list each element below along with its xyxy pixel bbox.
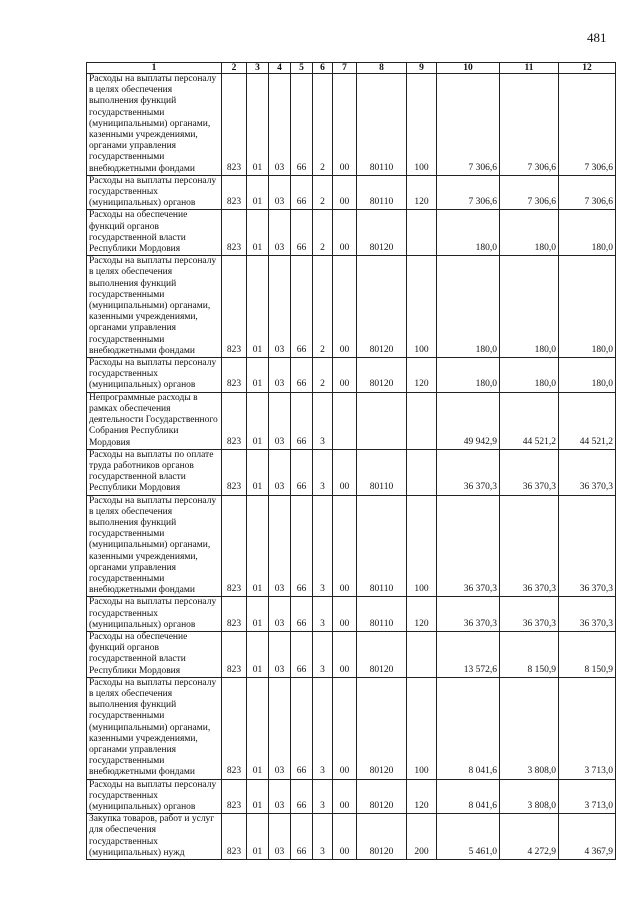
code-cell [333, 392, 357, 449]
table-row [87, 392, 616, 449]
code-cell: 823 [222, 175, 247, 210]
amount-cell: 8 150,9 [500, 631, 559, 677]
code-cell: 01 [247, 358, 269, 393]
amount-cell: 36 370,3 [500, 449, 559, 495]
amount-cell: 36 370,3 [437, 597, 500, 632]
amount-cell: 180,0 [437, 256, 500, 358]
code-cell: 01 [247, 677, 269, 779]
amount-cell: 44 521,2 [559, 392, 616, 449]
code-cell: 823 [222, 210, 247, 256]
code-cell: 80120 [357, 814, 407, 860]
row-description: Расходы на обеспечение функций органов государственной власти Республики Мордовия [87, 631, 222, 677]
code-cell: 2 [313, 175, 333, 210]
column-header: 5 [291, 63, 313, 74]
code-cell: 01 [247, 779, 269, 814]
amount-cell: 7 306,6 [559, 175, 616, 210]
code-cell: 00 [333, 779, 357, 814]
code-cell: 66 [291, 256, 313, 358]
amount-cell: 7 306,6 [437, 175, 500, 210]
table-row [87, 74, 616, 176]
amount-cell: 180,0 [559, 358, 616, 393]
code-cell: 120 [407, 358, 437, 393]
code-cell: 80120 [357, 779, 407, 814]
row-description: Расходы на выплаты персоналу в целях обеспечения выполнения функций государственными (муниципальными) органами, казенными учреждениями, органами управления государственными внебюджетными фондами [87, 677, 222, 779]
row-description: Расходы на выплаты персоналу государственных (муниципальных) органов [87, 597, 222, 632]
amount-cell: 3 808,0 [500, 677, 559, 779]
code-cell: 66 [291, 677, 313, 779]
amount-cell: 8 041,6 [437, 779, 500, 814]
amount-cell: 180,0 [437, 358, 500, 393]
table-body [87, 74, 616, 860]
code-cell: 00 [333, 449, 357, 495]
code-cell: 823 [222, 358, 247, 393]
code-cell: 03 [269, 449, 291, 495]
amount-cell: 7 306,6 [559, 74, 616, 176]
table-row [87, 814, 616, 860]
code-cell: 80110 [357, 74, 407, 176]
amount-cell: 36 370,3 [500, 495, 559, 597]
code-cell: 120 [407, 175, 437, 210]
row-description: Расходы на выплаты персоналу государственных (муниципальных) органов [87, 358, 222, 393]
code-cell: 66 [291, 392, 313, 449]
column-header: 4 [269, 63, 291, 74]
code-cell: 66 [291, 814, 313, 860]
code-cell: 03 [269, 814, 291, 860]
column-header: 9 [407, 63, 437, 74]
code-cell: 100 [407, 677, 437, 779]
amount-cell: 4 367,9 [559, 814, 616, 860]
code-cell: 66 [291, 210, 313, 256]
amount-cell: 49 942,9 [437, 392, 500, 449]
code-cell: 100 [407, 495, 437, 597]
row-description: Расходы на обеспечение функций органов государственной власти Республики Мордовия [87, 210, 222, 256]
code-cell: 80120 [357, 358, 407, 393]
code-cell: 823 [222, 677, 247, 779]
amount-cell: 180,0 [559, 256, 616, 358]
code-cell: 823 [222, 597, 247, 632]
table-row [87, 449, 616, 495]
amount-cell: 3 713,0 [559, 779, 616, 814]
code-cell: 100 [407, 256, 437, 358]
amount-cell: 8 041,6 [437, 677, 500, 779]
amount-cell: 36 370,3 [437, 495, 500, 597]
row-description: Закупка товаров, работ и услуг для обеспечения государственных (муниципальных) нужд [87, 814, 222, 860]
column-header: 12 [559, 63, 616, 74]
code-cell [357, 392, 407, 449]
table-row [87, 779, 616, 814]
amount-cell: 180,0 [559, 210, 616, 256]
code-cell: 01 [247, 210, 269, 256]
code-cell: 80110 [357, 175, 407, 210]
amount-cell: 8 150,9 [559, 631, 616, 677]
column-header: 11 [500, 63, 559, 74]
code-cell: 3 [313, 392, 333, 449]
code-cell: 03 [269, 358, 291, 393]
table-row [87, 358, 616, 393]
code-cell: 3 [313, 779, 333, 814]
table-row [87, 175, 616, 210]
code-cell: 66 [291, 597, 313, 632]
code-cell: 2 [313, 256, 333, 358]
code-cell: 00 [333, 631, 357, 677]
code-cell: 00 [333, 175, 357, 210]
row-description: Расходы на выплаты персоналу в целях обеспечения выполнения функций государственными (муниципальными) органами, казенными учреждениями, органами управления государственными внебюджетными фондами [87, 256, 222, 358]
code-cell: 3 [313, 677, 333, 779]
column-header: 8 [357, 63, 407, 74]
table-row [87, 210, 616, 256]
code-cell: 3 [313, 597, 333, 632]
table-row [87, 495, 616, 597]
amount-cell: 4 272,9 [500, 814, 559, 860]
code-cell: 100 [407, 74, 437, 176]
code-cell: 66 [291, 631, 313, 677]
table-row [87, 631, 616, 677]
code-cell: 66 [291, 779, 313, 814]
table-row [87, 597, 616, 632]
code-cell: 2 [313, 210, 333, 256]
code-cell: 66 [291, 175, 313, 210]
amount-cell: 36 370,3 [559, 449, 616, 495]
code-cell [407, 631, 437, 677]
code-cell: 120 [407, 597, 437, 632]
code-cell: 01 [247, 175, 269, 210]
code-cell: 80110 [357, 449, 407, 495]
code-cell: 01 [247, 74, 269, 176]
code-cell: 00 [333, 597, 357, 632]
amount-cell: 7 306,6 [500, 175, 559, 210]
code-cell: 2 [313, 358, 333, 393]
code-cell: 00 [333, 677, 357, 779]
table-row [87, 677, 616, 779]
code-cell: 3 [313, 814, 333, 860]
code-cell: 03 [269, 495, 291, 597]
amount-cell: 36 370,3 [559, 597, 616, 632]
amount-cell: 7 306,6 [500, 74, 559, 176]
code-cell: 823 [222, 392, 247, 449]
amount-cell: 36 370,3 [500, 597, 559, 632]
table-row [87, 256, 616, 358]
code-cell: 120 [407, 779, 437, 814]
code-cell: 823 [222, 449, 247, 495]
code-cell: 01 [247, 814, 269, 860]
column-header: 1 [87, 63, 222, 74]
amount-cell: 180,0 [500, 256, 559, 358]
code-cell: 01 [247, 597, 269, 632]
row-description: Непрограммные расходы в рамках обеспечения деятельности Государственного Собрания Республики Мордовия [87, 392, 222, 449]
code-cell: 823 [222, 74, 247, 176]
code-cell: 80110 [357, 495, 407, 597]
code-cell: 03 [269, 597, 291, 632]
code-cell: 01 [247, 631, 269, 677]
code-cell [407, 449, 437, 495]
amount-cell: 36 370,3 [437, 449, 500, 495]
amount-cell: 180,0 [437, 210, 500, 256]
amount-cell: 7 306,6 [437, 74, 500, 176]
amount-cell: 36 370,3 [559, 495, 616, 597]
code-cell: 80120 [357, 631, 407, 677]
code-cell: 2 [313, 74, 333, 176]
code-cell: 3 [313, 495, 333, 597]
code-cell: 03 [269, 779, 291, 814]
amount-cell: 44 521,2 [500, 392, 559, 449]
code-cell: 3 [313, 449, 333, 495]
column-header: 6 [313, 63, 333, 74]
code-cell: 823 [222, 814, 247, 860]
code-cell: 00 [333, 210, 357, 256]
amount-cell: 3 713,0 [559, 677, 616, 779]
code-cell: 03 [269, 677, 291, 779]
code-cell: 03 [269, 392, 291, 449]
code-cell: 66 [291, 495, 313, 597]
code-cell: 03 [269, 74, 291, 176]
amount-cell: 180,0 [500, 210, 559, 256]
code-cell: 01 [247, 449, 269, 495]
budget-table [86, 62, 616, 860]
code-cell: 80110 [357, 597, 407, 632]
page-number: 481 [587, 30, 607, 45]
code-cell: 200 [407, 814, 437, 860]
code-cell [407, 392, 437, 449]
column-header: 3 [247, 63, 269, 74]
code-cell: 00 [333, 814, 357, 860]
code-cell: 823 [222, 256, 247, 358]
amount-cell: 180,0 [500, 358, 559, 393]
amount-cell: 13 572,6 [437, 631, 500, 677]
code-cell: 66 [291, 358, 313, 393]
amount-cell: 5 461,0 [437, 814, 500, 860]
header-row [87, 63, 616, 74]
code-cell: 03 [269, 175, 291, 210]
code-cell: 3 [313, 631, 333, 677]
code-cell: 66 [291, 449, 313, 495]
code-cell: 01 [247, 256, 269, 358]
code-cell: 03 [269, 210, 291, 256]
code-cell [407, 210, 437, 256]
code-cell: 80120 [357, 677, 407, 779]
code-cell: 01 [247, 495, 269, 597]
row-description: Расходы на выплаты по оплате труда работников органов государственной власти Республики Мордовия [87, 449, 222, 495]
column-header: 2 [222, 63, 247, 74]
code-cell: 00 [333, 495, 357, 597]
column-header: 7 [333, 63, 357, 74]
code-cell: 823 [222, 779, 247, 814]
row-description: Расходы на выплаты персоналу государственных (муниципальных) органов [87, 779, 222, 814]
code-cell: 80120 [357, 210, 407, 256]
amount-cell: 3 808,0 [500, 779, 559, 814]
code-cell: 00 [333, 358, 357, 393]
code-cell: 66 [291, 74, 313, 176]
code-cell: 80120 [357, 256, 407, 358]
code-cell: 03 [269, 631, 291, 677]
column-header: 10 [437, 63, 500, 74]
row-description: Расходы на выплаты персоналу государственных (муниципальных) органов [87, 175, 222, 210]
row-description: Расходы на выплаты персоналу в целях обеспечения выполнения функций государственными (муниципальными) органами, казенными учреждениями, органами управления государственными внебюджетными фондами [87, 495, 222, 597]
code-cell: 01 [247, 392, 269, 449]
code-cell: 00 [333, 256, 357, 358]
code-cell: 00 [333, 74, 357, 176]
code-cell: 823 [222, 495, 247, 597]
code-cell: 03 [269, 256, 291, 358]
code-cell: 823 [222, 631, 247, 677]
row-description: Расходы на выплаты персоналу в целях обеспечения выполнения функций государственными (муниципальными) органами, казенными учреждениями, органами управления государственными внебюджетными фондами [87, 74, 222, 176]
